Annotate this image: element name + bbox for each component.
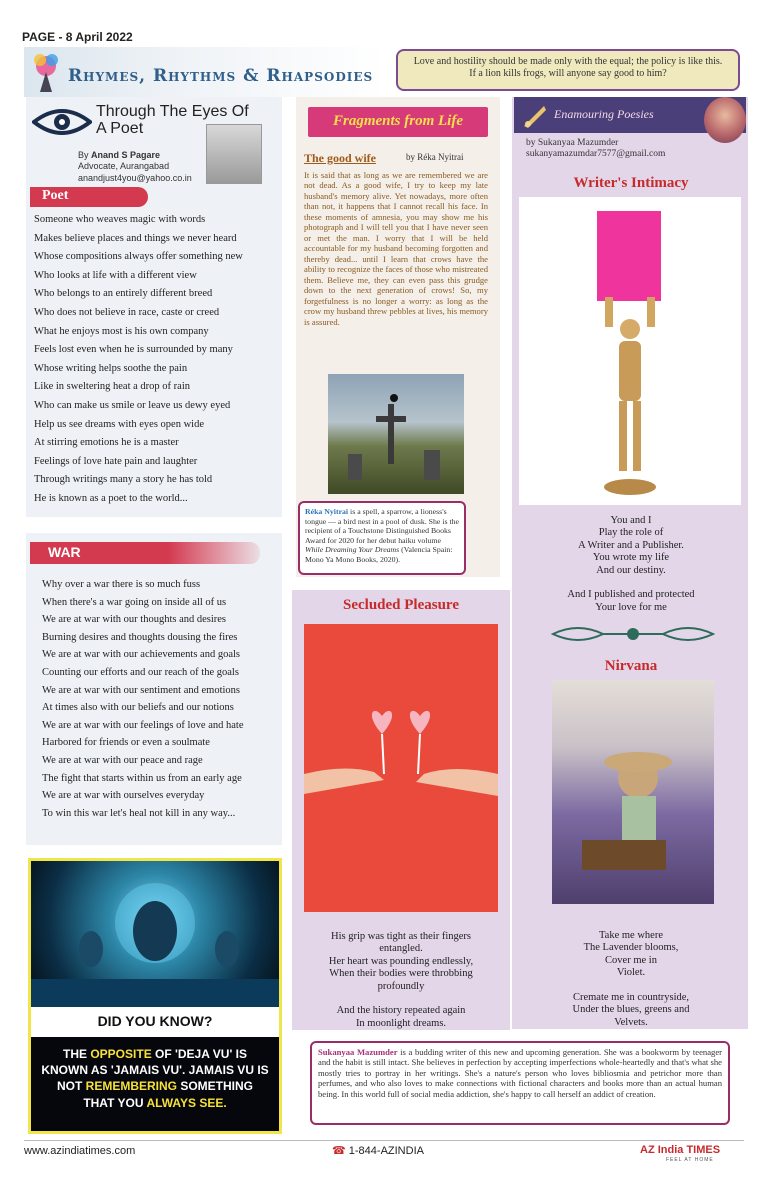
poem-war-title: WAR bbox=[30, 542, 260, 564]
poem-line: Burning desires and thoughts dousing the fires bbox=[42, 631, 238, 643]
secluded-title: Secluded Pleasure bbox=[343, 597, 459, 613]
dyk-seg: SOMETHING THAT YOU bbox=[83, 1079, 254, 1110]
poem-line: Counting our efforts and our reach of the goals bbox=[42, 666, 239, 678]
sukanyaa-byline bbox=[526, 138, 665, 160]
poem-line: Help us see dreams with eyes open wide bbox=[34, 418, 204, 430]
page-label: PAGE - 8 April 2022 bbox=[22, 30, 133, 44]
poem-war-lines bbox=[42, 576, 244, 822]
phone-number: 1-844-AZINDIA bbox=[348, 1145, 424, 1157]
section-title: Rhymes, Rhythms & Rhapsodies bbox=[68, 66, 374, 86]
sukanyaa-bio bbox=[310, 1041, 730, 1125]
poem-line: The fight that starts within us from an early age bbox=[42, 772, 242, 784]
did-you-know-heading: DID YOU KNOW? bbox=[31, 1007, 279, 1037]
author-photo bbox=[206, 124, 262, 184]
dyk-seg: ALWAYS SEE. bbox=[146, 1095, 227, 1110]
poem-line: Feelings of love hate pain and laughter bbox=[34, 455, 198, 467]
poem-line: Your love for me bbox=[595, 601, 667, 613]
reka-bio bbox=[298, 501, 466, 575]
poem-line: We are at war with our thoughts and desires bbox=[42, 614, 227, 626]
poem-line: Who can make us smile or leave us dewy eyed bbox=[34, 399, 231, 411]
poem-line: When there's a war going on inside all of us bbox=[42, 596, 227, 608]
poem-line: Through writings many a story he has told bbox=[34, 474, 213, 486]
fragments-banner: Fragments from Life bbox=[308, 107, 488, 137]
writers-intimacy-poem bbox=[520, 515, 742, 614]
poem-line: Who looks at life with a different view bbox=[34, 269, 197, 281]
dyk-seg: 'JAMAIS VU' bbox=[110, 1063, 182, 1078]
dyk-seg: THE bbox=[63, 1047, 91, 1061]
quill-icon bbox=[520, 100, 550, 130]
author-name: Anand S Pagare bbox=[91, 150, 161, 160]
footer-phone bbox=[332, 1144, 424, 1157]
poem-line: What he enjoys most is his own company bbox=[34, 325, 209, 337]
poem-line: We are at war with our feelings of love and hate bbox=[42, 719, 244, 731]
poem-line: A Writer and a Publisher. bbox=[578, 539, 684, 551]
poem-line bbox=[298, 993, 504, 1005]
sukanyaa-by: by Sukanyaa Mazumder bbox=[526, 138, 619, 148]
poem-line: Her heart was pounding endlessly, bbox=[328, 955, 474, 967]
nirvana-title: Nirvana bbox=[604, 658, 658, 674]
poem-line: Whose writing helps soothe the pain bbox=[34, 362, 188, 374]
author-email: anandjust4you@yahoo.co.in bbox=[78, 172, 192, 183]
reka-bio-book: While Dreaming Your Dreams bbox=[305, 545, 400, 554]
sukanyaa-email: sukanyamazumdar7577@gmail.com bbox=[526, 148, 666, 159]
poem-line: In moonlight dreams. bbox=[355, 1017, 447, 1029]
poem-line: Cremate me in countryside, bbox=[572, 991, 690, 1003]
poem-line: Makes believe places and things we never heard bbox=[34, 232, 237, 244]
poem-line: profoundly bbox=[377, 980, 425, 992]
bio-name: Sukanyaa Mazumder bbox=[318, 1047, 398, 1057]
poem-line: The Lavender blooms, bbox=[583, 942, 679, 954]
lollipop-hands-image bbox=[304, 624, 498, 912]
poem-line: Who does not believe in race, caste or creed bbox=[34, 306, 220, 318]
author-role: Advocate, Aurangabad bbox=[78, 161, 170, 172]
footer-tagline: FEEL AT HOME bbox=[666, 1157, 714, 1163]
poem-line: Who belongs to an entirely different breed bbox=[34, 288, 213, 300]
dyk-seg: OPPOSITE bbox=[90, 1047, 152, 1061]
footer-logo: AZ India TIMES bbox=[640, 1144, 721, 1156]
story-text: It is said that as long as we are remembered we are not dead. As a good wife, I try to keep my late husband's memory alive. Yet nowadays, more often than not, it happens that I cannot recall his face. In these moments of amnesia, you may show me his photograph and I will tell you that I have never seen or met the man. I worry that I will be held accountable for my husband becoming forgotten and thereby dead... until I learn that crows have the ability to recognize the faces of those who mistreated them. Believe me, they can even pass this grudge down to the next generation of crows! So, my forgetfulness is no longer a worry: as long as the crow my husband threw pebbles at lives, his memory is assured. bbox=[304, 170, 488, 327]
author-photo-sukanyaa bbox=[704, 97, 746, 143]
poem-line: At stirring emotions he is a master bbox=[34, 437, 179, 449]
poem-line: When their bodies were throbbing bbox=[329, 968, 473, 980]
phone-icon: ☎ bbox=[332, 1145, 346, 1157]
story-byline: by Réka Nyitrai bbox=[406, 152, 464, 162]
nirvana-poem bbox=[520, 930, 742, 1029]
ink-splash-logo bbox=[28, 48, 64, 96]
poem-line bbox=[520, 577, 742, 589]
poem-line: Whose compositions always offer something new bbox=[34, 251, 243, 263]
poem-line: Like in sweltering heat a drop of rain bbox=[34, 381, 190, 393]
poem-line: entangled. bbox=[379, 943, 423, 955]
poem-line: Violet. bbox=[616, 967, 646, 979]
reka-bio-pub: (Valencia Spain: Mono Ya Mono Books, 2020). bbox=[305, 545, 453, 564]
mannequin-image bbox=[519, 197, 741, 505]
poem-line: Play the role of bbox=[598, 527, 664, 539]
lavender-field-image bbox=[552, 680, 714, 904]
poem-line: Under the blues, greens and bbox=[572, 1004, 690, 1016]
author-byline bbox=[78, 150, 192, 184]
poem-line: Someone who weaves magic with words bbox=[34, 214, 206, 225]
dyk-seg: . JAMAIS VU IS NOT bbox=[56, 1063, 269, 1094]
reka-bio-text: is a spell, a sparrow, a lioness's tongue — a bird nest in a pool of dusk. She is the recipient of a Touchstone Distinguished Books Award for 2020 for her debut haiku volume bbox=[305, 507, 459, 545]
poem-line: Take me where bbox=[599, 930, 663, 941]
flourish-divider bbox=[548, 622, 718, 646]
did-you-know-image bbox=[31, 861, 279, 1007]
poem-line: And I published and protected bbox=[567, 589, 695, 601]
reka-bio-name: Réka Nyitrai bbox=[305, 507, 349, 516]
poem-line: His grip was tight as their fingers bbox=[331, 931, 471, 942]
bio-text: is a budding writer of this new and upcoming generation. She was a bookworm by teenager and the habit is still intact. She believes in perfection by accepting imperfections whole-heartedly and that's what she mostly tries to portray in her writings. She's a nature's person who loves bibliosmia and petrichor more than perfumes, and who also loves to make connections with fictional characters and books more than an actual human being. In this world full of social media addiction, she's happy to call herself an addict of creation. bbox=[318, 1047, 722, 1099]
quote-box: Love and hostility should be made only with the equal; the policy is like this. If a lion kills frogs, will anyone say good to him? bbox=[396, 49, 740, 91]
poem-line: You wrote my life bbox=[592, 552, 670, 564]
by-prefix: By bbox=[78, 150, 89, 160]
writers-intimacy-title: Writer's Intimacy bbox=[573, 175, 689, 191]
story-title[interactable]: The good wife bbox=[304, 151, 376, 165]
poem-line: Cover me in bbox=[605, 954, 657, 966]
poem-line: He is known as a poet to the world... bbox=[34, 492, 188, 504]
column-title: Through The Eyes Of A Poet bbox=[96, 103, 249, 137]
footer-divider bbox=[24, 1140, 744, 1141]
eye-icon bbox=[32, 104, 92, 140]
poem-line: Feels lost even when he is surrounded by many bbox=[34, 344, 233, 356]
poem-line: Why over a war there is so much fuss bbox=[42, 579, 201, 590]
poem-line: To win this war let's heal not kill in any way... bbox=[42, 807, 236, 819]
poem-line: And our destiny. bbox=[596, 564, 666, 576]
did-you-know-text bbox=[40, 1046, 270, 1111]
enamouring-title: Enamouring Poesies bbox=[554, 107, 654, 121]
poem-line bbox=[520, 980, 742, 992]
poem-line: And the history repeated again bbox=[336, 1005, 466, 1017]
dyk-seg: REMEMBERING bbox=[85, 1079, 177, 1094]
poem-line: We are at war with our achievements and goals bbox=[42, 649, 240, 661]
poem-line: We are at war with our peace and rage bbox=[42, 754, 203, 766]
cemetery-crow-image bbox=[328, 374, 464, 494]
dyk-seg: OF 'DEJA VU' IS KNOWN AS bbox=[41, 1047, 247, 1078]
poem-line: We are at war with our sentiment and emotions bbox=[42, 684, 241, 696]
poem-line: Velvets. bbox=[614, 1016, 648, 1028]
footer-website-link[interactable]: www.azindiatimes.com bbox=[24, 1145, 136, 1157]
poem-line: At times also with our beliefs and our notions bbox=[42, 702, 234, 714]
poem-line: You and I bbox=[610, 515, 652, 526]
secluded-poem bbox=[298, 931, 504, 1030]
poem-line: We are at war with ourselves everyday bbox=[42, 790, 205, 802]
poem-line: Harbored for friends or even a soulmate bbox=[42, 737, 210, 749]
poem-poet-title: Poet bbox=[30, 187, 148, 207]
poem-poet-lines bbox=[34, 211, 243, 509]
